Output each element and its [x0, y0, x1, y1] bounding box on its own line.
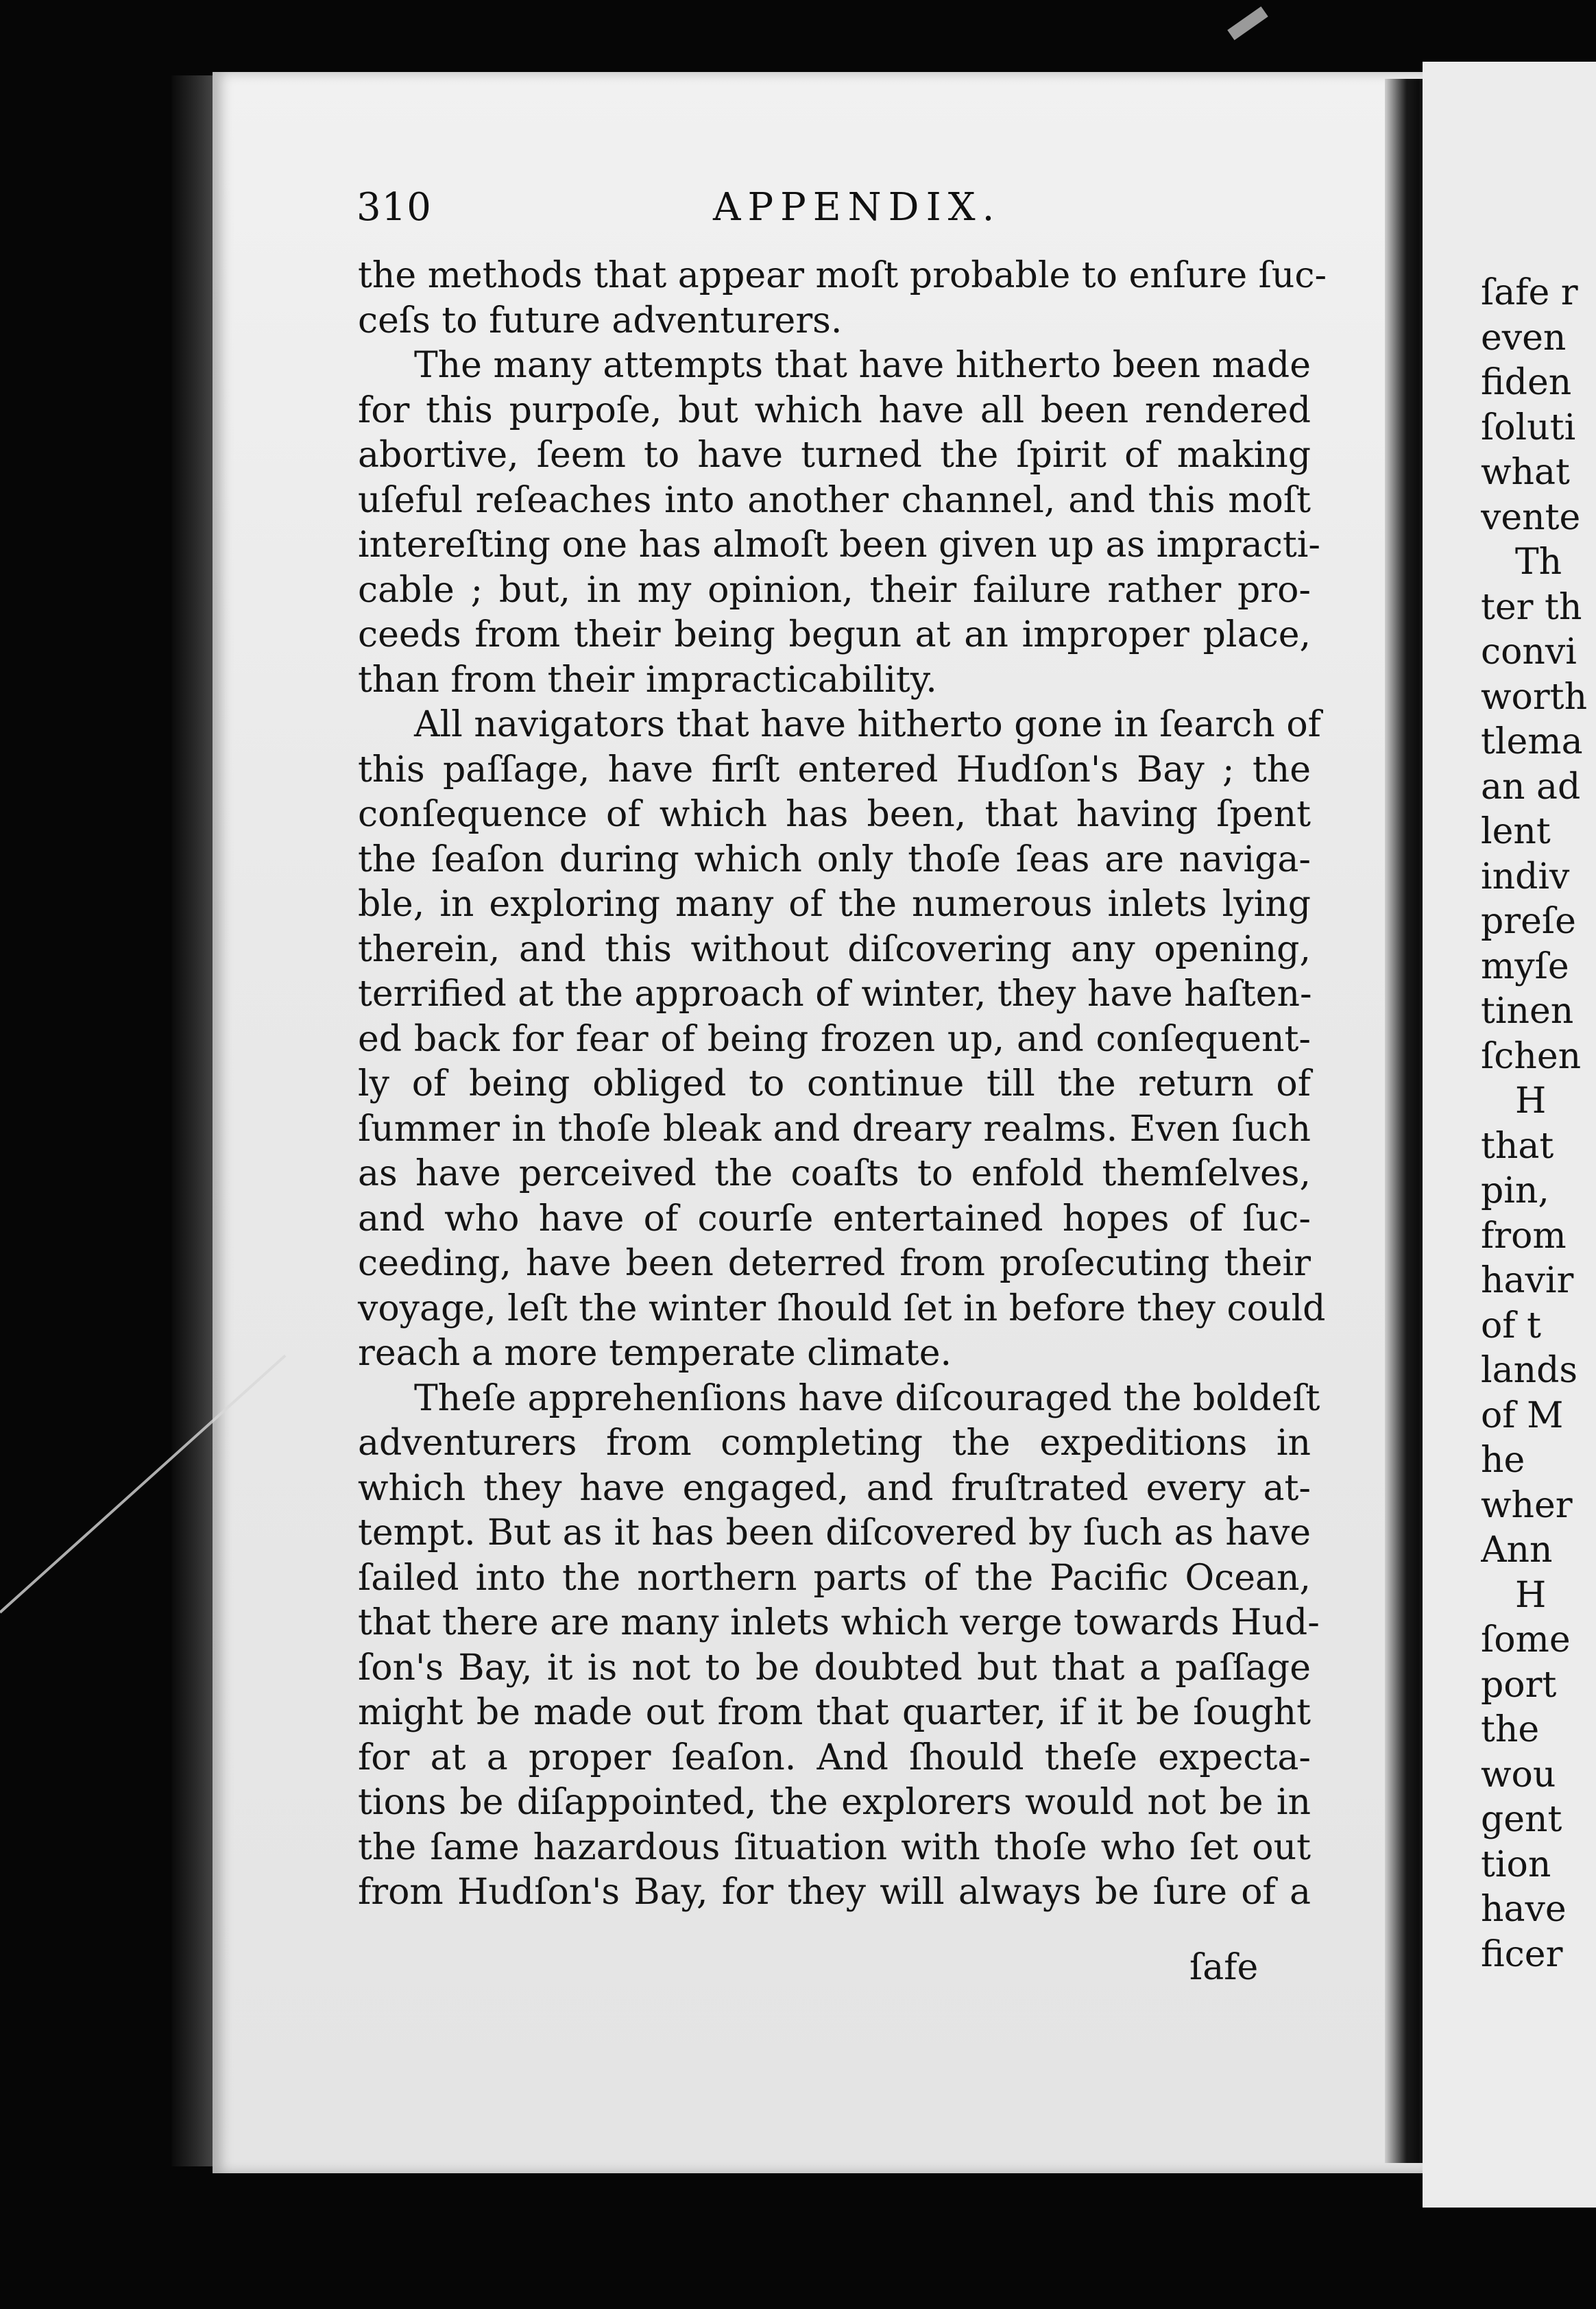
facing-line: port: [1481, 1664, 1557, 1706]
text-line: ſummer in thoſe bleak and dreary realms. Even ſuch: [358, 1108, 1311, 1150]
facing-line: pin,: [1481, 1170, 1549, 1211]
text-line: conſequence of which has been, that having ſpent: [358, 794, 1311, 835]
facing-line: vente: [1481, 496, 1581, 538]
text-line: the ſeaſon during which only thoſe ſeas are naviga-: [358, 838, 1311, 880]
facing-line: fiden: [1481, 362, 1572, 403]
facing-line: H: [1515, 1574, 1547, 1616]
facing-line: from: [1481, 1215, 1567, 1257]
facing-line: ter th: [1481, 586, 1582, 628]
facing-line: worth: [1481, 676, 1588, 718]
text-line: tions be diſappointed, the explorers would not be in: [358, 1782, 1311, 1823]
text-line: voyage, leſt the winter ſhould ſet in before they could: [358, 1288, 1326, 1329]
facing-line: gent: [1481, 1799, 1562, 1840]
facing-line: lent: [1481, 811, 1551, 852]
text-line: cable ; but, in my opinion, their failure rather pro-: [358, 569, 1311, 611]
facing-line: an ad: [1481, 766, 1581, 808]
facing-line: ſafe r: [1481, 272, 1578, 313]
text-line: ſon's Bay, it is not to be doubted but that a paſſage: [358, 1647, 1311, 1689]
facing-line: tinen: [1481, 991, 1574, 1032]
facing-line: what: [1481, 452, 1570, 493]
text-line: ceeding, have been deterred from proſecuting their: [358, 1243, 1311, 1284]
facing-line: the: [1481, 1709, 1540, 1750]
text-line: tempt. But as it has been diſcovered by ſuch as have: [358, 1512, 1311, 1554]
catchword: ſafe: [1189, 1947, 1259, 1988]
text-line: the ſame hazardous ſituation with thoſe who ſet out: [358, 1826, 1311, 1868]
text-line: from Hudſon's Bay, for they will always be ſure of a: [358, 1872, 1311, 1913]
text-line: the methods that appear moſt probable to enſure ſuc-: [358, 255, 1327, 296]
text-line: abortive, ſeem to have turned the ſpirit of making: [358, 435, 1311, 476]
facing-line: Th: [1515, 542, 1562, 583]
text-line: for at a proper ſeaſon. And ſhould theſe expecta-: [358, 1737, 1311, 1778]
text-line: intereſting one has almoſt been given up as impracti-: [358, 524, 1320, 566]
text-line: The many attempts that have hitherto been made: [414, 345, 1311, 386]
facing-line: have: [1481, 1889, 1567, 1930]
text-line: for this purpoſe, but which have all been rendered: [358, 389, 1311, 431]
facing-line: ſchen: [1481, 1035, 1582, 1077]
text-line: ed back for fear of being frozen up, and conſequent-: [358, 1018, 1311, 1060]
text-line: than from their impracticability.: [358, 659, 937, 701]
facing-line: indiv: [1481, 856, 1570, 897]
facing-line: even: [1481, 317, 1567, 359]
text-line: might be made out from that quarter, if it be ſought: [358, 1692, 1311, 1733]
facing-line: havir: [1481, 1260, 1574, 1301]
facing-line: of t: [1481, 1305, 1541, 1346]
book-left-edge: [171, 75, 213, 2166]
facing-line: H: [1515, 1080, 1547, 1122]
text-line: that there are many inlets which verge towards Hud-: [358, 1602, 1320, 1643]
facing-line: ficer: [1481, 1933, 1563, 1975]
text-line: as have perceived the coaſts to enfold themſelves,: [358, 1153, 1311, 1194]
facing-line: lands: [1481, 1350, 1578, 1391]
text-line: reach a more temperate climate.: [358, 1333, 952, 1374]
text-line: adventurers from completing the expeditions in: [358, 1423, 1311, 1464]
facing-line: tion: [1481, 1843, 1551, 1885]
text-line: this paſſage, have firſt entered Hudſon's Bay ; the: [358, 749, 1311, 790]
text-line: uſeful reſeaches into another channel, and this moſt: [358, 479, 1311, 521]
text-line: ceeds from their being begun at an improper place,: [358, 614, 1311, 655]
facing-line: ſoluti: [1481, 407, 1576, 448]
facing-line: wher: [1481, 1484, 1573, 1526]
text-line: terrified at the approach of winter, they have haſten-: [358, 974, 1312, 1015]
text-line: All navigators that have hitherto gone in ſearch of: [414, 704, 1321, 745]
scan-speck: [1227, 6, 1268, 40]
facing-line: preſe: [1481, 901, 1576, 942]
facing-line: that: [1481, 1125, 1554, 1167]
text-line: ly of being obliged to continue till the return of: [358, 1063, 1311, 1104]
facing-line: of M: [1481, 1394, 1564, 1436]
text-line: ceſs to future adventurers.: [358, 300, 843, 341]
facing-page-text: [1481, 271, 1596, 1977]
text-line: ſailed into the northern parts of the Pacific Ocean,: [358, 1557, 1311, 1599]
text-line: ble, in exploring many of the numerous inlets lying: [358, 884, 1311, 925]
running-title: APPENDIX.: [713, 185, 1002, 230]
facing-line: convi: [1481, 631, 1577, 673]
facing-line: myſe: [1481, 945, 1569, 987]
facing-line: tlema: [1481, 721, 1583, 762]
text-line: therein, and this without diſcovering any opening,: [358, 928, 1311, 970]
page-body: [358, 254, 1327, 1915]
facing-line: he: [1481, 1440, 1525, 1481]
facing-line: ſome: [1481, 1619, 1571, 1660]
facing-line: Ann: [1481, 1530, 1553, 1571]
text-line: and who have of courſe entertained hopes of ſuc-: [358, 1198, 1311, 1240]
text-line: Theſe apprehenſions have diſcouraged the boldeſt: [414, 1377, 1320, 1419]
text-line: which they have engaged, and fruſtrated every at-: [358, 1467, 1311, 1509]
page-number: 310: [356, 185, 432, 230]
facing-line: wou: [1481, 1754, 1556, 1796]
